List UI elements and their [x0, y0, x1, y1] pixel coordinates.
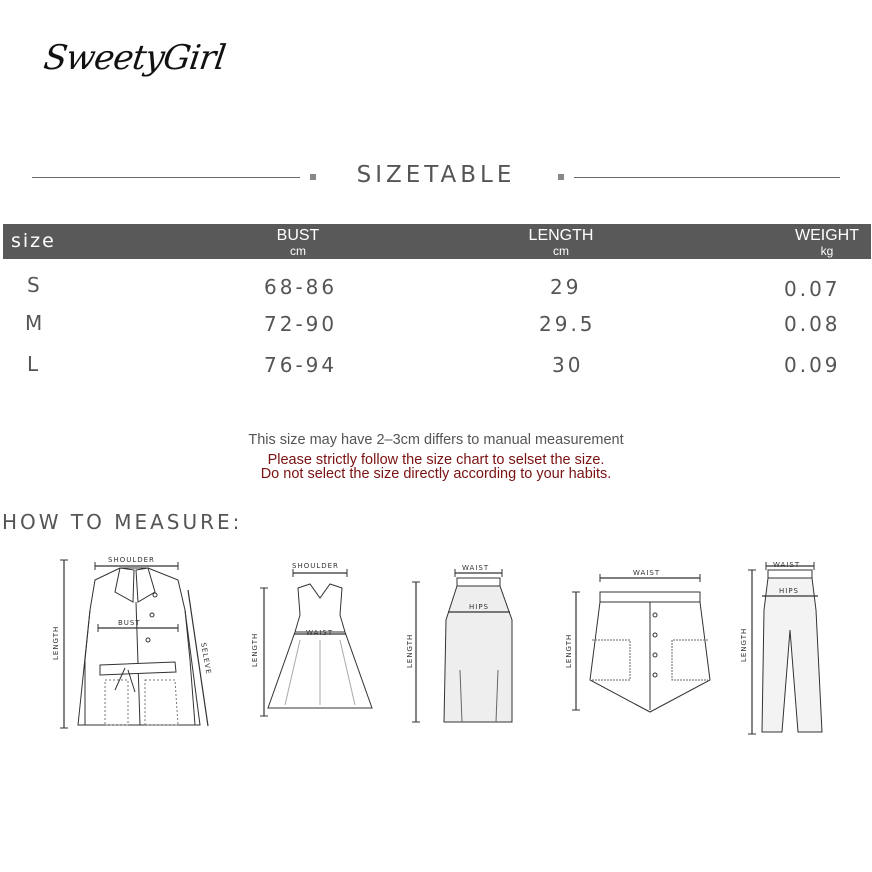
pants-hips-label: HIPS — [779, 587, 799, 595]
header-length-unit: cm — [553, 244, 569, 258]
shorts-waist-label: WAIST — [633, 569, 661, 577]
header-size: size — [11, 230, 56, 252]
measurement-diagrams — [0, 540, 872, 750]
jacket-sleeve-label: SELEVE — [199, 641, 213, 676]
cell-size: S — [27, 273, 43, 297]
jacket-diagram — [60, 560, 208, 728]
jacket-shoulder-label: SHOULDER — [108, 556, 155, 564]
measurement-note: This size may have 2–3cm differs to manual measurement — [248, 432, 624, 448]
cell-length: 30 — [552, 353, 584, 377]
cell-bust: 76-94 — [264, 353, 338, 377]
size-warning-1: Please strictly follow the size chart to selset the size. — [267, 452, 605, 468]
skirt-diagram — [412, 569, 512, 722]
cell-weight: 0.07 — [784, 277, 841, 301]
jacket-length-label: LENGTH — [52, 625, 60, 660]
header-bust-label: BUST — [276, 227, 320, 244]
header-bust-unit: cm — [290, 244, 306, 258]
cell-weight: 0.08 — [784, 312, 841, 336]
section-title: SIZETABLE — [356, 162, 516, 188]
dress-shoulder-label: SHOULDER — [292, 562, 339, 570]
pants-length-label: LENGTH — [740, 627, 748, 662]
how-to-measure-title: HOW TO MEASURE: — [2, 510, 243, 534]
jacket-bust-label: BUST — [118, 619, 141, 627]
size-warning-2: Do not select the size directly according to your habits. — [260, 466, 612, 482]
cell-size: L — [27, 352, 42, 376]
header-weight — [789, 228, 865, 257]
section-title-row — [32, 160, 840, 196]
cell-bust: 72-90 — [264, 312, 338, 336]
size-table-header — [3, 224, 871, 259]
brand-logo: SweetyGirl — [41, 38, 228, 78]
dress-waist-label: WAIST — [306, 629, 334, 637]
skirt-hips-label: HIPS — [469, 603, 489, 611]
title-divider-right — [574, 177, 840, 178]
title-dot-right — [558, 174, 564, 180]
skirt-waist-label: WAIST — [462, 564, 490, 572]
shorts-length-label: LENGTH — [565, 633, 573, 668]
header-weight-unit: kg — [820, 244, 834, 258]
header-length — [523, 228, 599, 257]
header-weight-label: WEIGHT — [795, 227, 859, 244]
pants-waist-label: WAIST — [773, 561, 801, 569]
header-bust — [268, 228, 328, 257]
dress-diagram — [260, 569, 372, 716]
cell-length: 29.5 — [539, 312, 596, 336]
cell-bust: 68-86 — [264, 275, 338, 299]
header-length-label: LENGTH — [528, 227, 594, 244]
dress-length-label: LENGTH — [251, 632, 259, 667]
cell-weight: 0.09 — [784, 353, 841, 377]
shorts-diagram — [572, 574, 710, 712]
cell-length: 29 — [550, 275, 582, 299]
cell-size: M — [25, 311, 46, 335]
skirt-length-label: LENGTH — [406, 633, 414, 668]
